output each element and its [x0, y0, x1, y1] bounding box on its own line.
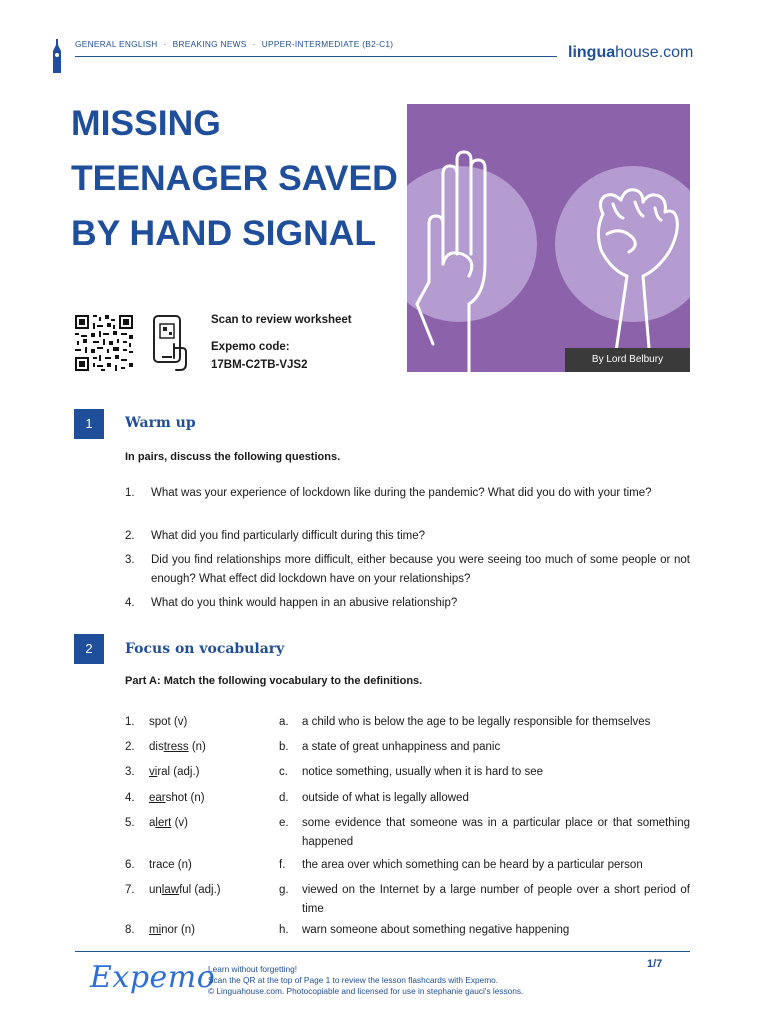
- vocab-word: spot (v): [149, 716, 188, 728]
- breadcrumb-course[interactable]: GENERAL ENGLISH: [75, 39, 158, 49]
- list-item: [125, 594, 690, 613]
- definition-item: [279, 789, 690, 808]
- page-number: 1/7: [647, 958, 663, 970]
- question-number: 1.: [125, 487, 135, 499]
- vocab-stress: law: [161, 884, 180, 896]
- definition-item: [279, 763, 690, 782]
- vocab-word: nor (n): [161, 924, 196, 936]
- qr-code-icon[interactable]: [75, 315, 133, 371]
- vocab-item: [125, 789, 205, 808]
- phone-scan-icon: [152, 314, 192, 372]
- section-number: 2: [74, 634, 104, 664]
- logo-bold: lingua: [568, 44, 616, 61]
- vocab-number: 5.: [125, 817, 135, 829]
- breadcrumb: [75, 39, 393, 49]
- expemo-logo[interactable]: Expemo: [90, 960, 216, 995]
- section-title-vocabulary: Focus on vocabulary: [125, 641, 285, 657]
- definition-letter: e.: [279, 817, 289, 829]
- definition-item: [279, 921, 690, 940]
- definition-item: [279, 713, 690, 732]
- vocab-number: 2.: [125, 741, 135, 753]
- definition-item: [279, 814, 690, 852]
- vocab-item: [125, 763, 200, 782]
- definition-text: some evidence that someone was in a particular place or that something happened: [302, 817, 690, 848]
- vocab-word: shot (n): [165, 792, 205, 804]
- vocab-word: ral (adj.): [157, 766, 200, 778]
- expemo-code: 17BM-C2TB-VJS2: [211, 359, 308, 371]
- definition-text: outside of what is legally allowed: [302, 792, 469, 804]
- footer-divider: [75, 951, 690, 952]
- section-number: 1: [74, 409, 104, 439]
- vocab-word: trace (n): [149, 859, 192, 871]
- page-title: [71, 96, 401, 261]
- section-title-warm-up: Warm up: [125, 415, 196, 431]
- definition-text: viewed on the Internet by a large number of people over a short period of time: [302, 884, 690, 915]
- vocab-number: 1.: [125, 716, 135, 728]
- definition-letter: f.: [279, 859, 286, 871]
- vocab-stress: ear: [149, 792, 166, 804]
- vocab-stress: vi: [149, 766, 158, 778]
- vocab-item: [125, 921, 195, 940]
- definition-letter: c.: [279, 766, 288, 778]
- definition-item: [279, 856, 690, 875]
- vocab-number: 8.: [125, 924, 135, 936]
- question-number: 4.: [125, 597, 135, 609]
- list-item: [125, 484, 690, 503]
- definition-letter: g.: [279, 884, 289, 896]
- breadcrumb-separator: ·: [252, 39, 256, 49]
- definition-letter: h.: [279, 924, 289, 936]
- title-line: BY HAND SIGNAL: [71, 213, 377, 253]
- footer-tagline: Learn without forgetting!: [208, 964, 298, 974]
- question-number: 2.: [125, 530, 135, 542]
- logo-domain: house.com: [615, 44, 694, 61]
- header-divider: [75, 56, 557, 57]
- vocab-item: [125, 856, 192, 875]
- title-line: MISSING: [71, 103, 221, 143]
- definition-item: [279, 738, 690, 757]
- definition-text: a child who is below the age to be legally responsible for themselves: [302, 716, 651, 728]
- breadcrumb-separator: ·: [163, 39, 167, 49]
- vocab-word: ful (adj.): [179, 884, 221, 896]
- vocab-item: [125, 738, 206, 757]
- question-text: What do you think would happen in an abusive relationship?: [151, 597, 458, 609]
- vocab-word: dis: [149, 741, 164, 753]
- definition-text: the area over which something can be heard by a particular person: [302, 859, 643, 871]
- hand-signal-illustration: [407, 104, 690, 372]
- list-item: [125, 551, 690, 589]
- breadcrumb-category[interactable]: BREAKING NEWS: [172, 39, 247, 49]
- vocab-item: [125, 881, 221, 900]
- question-text: What was your experience of lockdown like during the pandemic? What did you do with your time?: [151, 487, 652, 499]
- definition-text: a state of great unhappiness and panic: [302, 741, 501, 753]
- footer-instruction: Scan the QR at the top of Page 1 to review the lesson flashcards with Expemo.: [208, 975, 499, 985]
- list-item: [125, 527, 690, 546]
- vocab-item: [125, 713, 187, 732]
- expemo-code-label: Expemo code:: [211, 341, 290, 353]
- vocab-item: [125, 814, 188, 833]
- definition-letter: d.: [279, 792, 289, 804]
- definition-letter: a.: [279, 716, 289, 728]
- linguahouse-logo[interactable]: [568, 44, 693, 62]
- definition-item: [279, 881, 690, 919]
- definition-letter: b.: [279, 741, 289, 753]
- section-instruction: In pairs, discuss the following questions.: [125, 451, 341, 463]
- vocab-number: 6.: [125, 859, 135, 871]
- image-credit: By Lord Belbury: [565, 348, 690, 372]
- definition-text: notice something, usually when it is hard to see: [302, 766, 543, 778]
- vocab-word: a: [149, 817, 156, 829]
- question-text: Did you find relationships more difficult, either because you were seeing too much of some people or not enough? What effect did lockdown have on your relationships?: [151, 554, 690, 585]
- vocab-word: un: [149, 884, 162, 896]
- vocab-number: 4.: [125, 792, 135, 804]
- question-number: 3.: [125, 554, 135, 566]
- title-line: TEENAGER SAVED: [71, 158, 398, 198]
- vocab-number: 7.: [125, 884, 135, 896]
- vocab-stress: lert: [155, 817, 172, 829]
- vocab-number: 3.: [125, 766, 135, 778]
- footer-copyright: © Linguahouse.com. Photocopiable and licensed for use in stephanie gauci's lessons.: [208, 986, 524, 996]
- section-instruction: Part A: Match the following vocabulary to the definitions.: [125, 675, 423, 687]
- vocab-word: (v): [171, 817, 188, 829]
- question-text: What did you find particularly difficult during this time?: [151, 530, 426, 542]
- big-ben-icon: [51, 39, 63, 73]
- vocab-stress: tress: [163, 741, 189, 753]
- breadcrumb-level[interactable]: UPPER-INTERMEDIATE (B2-C1): [261, 39, 394, 49]
- vocab-stress: mi: [149, 924, 162, 936]
- vocab-word: (n): [188, 741, 206, 753]
- definition-text: warn someone about something negative happening: [302, 924, 570, 936]
- hand-signal-drawing: [407, 104, 690, 372]
- scan-label: Scan to review worksheet: [211, 314, 352, 326]
